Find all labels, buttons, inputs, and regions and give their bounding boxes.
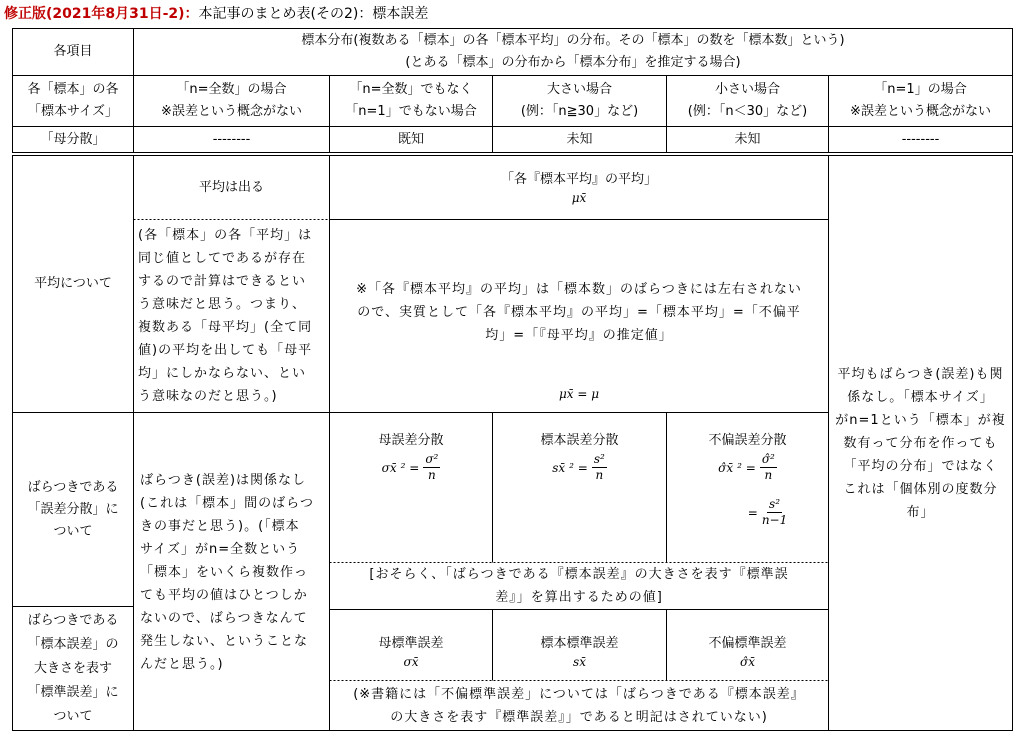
sample-size-small: 小さい場合 (例：「n＜30」など)	[687, 82, 808, 119]
variance-note: ばらつき(誤差)は関係なし (これは「標本」間のばらつ きの事だと思う)。(「標本 サイズ」がn=全数という 「標本」をいくら複数作っ ても平均の値はひとつしか ないので、ばらつきなんて 発生しない、ということな んだと思う。)	[140, 472, 314, 672]
mean-average-out: 平均は出る	[198, 179, 264, 195]
unbiased-error-variance: 不偏誤差分散 σ̂x̄ ² = $\frac{\text{σ̂²}}{n}$ = $\frac{\text{s²}}{n-1}$	[708, 433, 788, 527]
header-distribution: 標本分布(複数ある「標本」の各「標本平均」の分布。その「標本」の数を「標本数」という) (とある「標本」の分布から「標本分布」を推定する場合)	[301, 33, 845, 70]
sample-error-variance: 標本誤差分散 sx̄ ² = $\frac{\text{s²}}{n}$	[540, 433, 619, 482]
sample-size-neither: 「n=全数」でもなく 「n=1」でもない場合	[345, 82, 477, 119]
pop-variance-neither: 既知	[397, 131, 424, 147]
header-item-label: 各項目	[53, 44, 93, 59]
pop-variance-small: 未知	[734, 131, 761, 147]
unbiased-error-variance-formula: σ̂x̄ ² = $\frac{\text{σ̂²}}{n}$	[718, 452, 775, 482]
mean-of-means-header: 「各『標本平均』の平均」 μx̄	[500, 171, 657, 205]
pop-variance-one: --------	[901, 131, 940, 147]
sample-size-one: 「n=1」の場合 ※誤差という概念がない	[850, 82, 991, 119]
sample-size-label: 各「標本」の各 「標本サイズ」	[27, 82, 119, 119]
unbiased-std-error: 不偏標準誤差 σ̂x̄	[708, 636, 787, 669]
variance-row-label: ばらつきである 「誤差分散」に ついて	[27, 479, 119, 539]
mean-explanation: ※「各『標本平均』の平均」は「標本数」のばらつきには左右されない ので、実質として「各『標本平均』の平均」=「標本平均」=「不偏平 均」=「『母平均』の推定値」	[356, 281, 802, 343]
std-error-footnote: (※書籍には「不偏標準誤差」については「ばらつきである『標本誤差』 の大きさを表す『標準誤差』」であると明記はされていない)	[353, 686, 805, 725]
sample-std-error: 標本標準誤差 sx̄	[540, 636, 619, 669]
mean-row-label: 平均について	[34, 276, 112, 291]
variance-guess: [おそらく、「ばらつきである『標本誤差』の大きさを表す『標準誤 差』」を算出するための値]	[369, 567, 789, 605]
pop-std-error: 母標準誤差 σx̄	[378, 636, 444, 669]
pop-variance-full: --------	[212, 131, 251, 147]
unbiased-error-variance-formula-2: = $\frac{\text{s²}}{n-1}$	[747, 497, 788, 527]
pop-error-variance: 母誤差分散 σx̄ ² = $\frac{\text{σ²}}{n}$	[378, 433, 444, 482]
title-revision: 修正版(2021年8月31日-2)：	[4, 6, 199, 22]
right-note: 平均もばらつき(誤差)も関 係なし。「標本サイズ」 がn=1という「標本」が複 数有って分布を作っても 「平均の分布」ではなく これは「個体別の度数分 布」	[835, 366, 1006, 520]
std-error-row-label: ばらつきである 「標本誤差」の 大きさを表す 「標準誤差」に ついて	[27, 613, 119, 724]
mean-equation: μx̄ = μ	[558, 387, 600, 401]
pop-variance-large: 未知	[566, 131, 593, 147]
mean-note: (各「標本」の各「平均」は 同じ値としてであるが存在 するので計算はできるとい う意味だと思う。つまり、 複数ある「母平均」(全て同 値)の平均を出しても「母平 均」にしかならない、とい う意味なのだと思う。)	[138, 228, 313, 404]
title-text: 本記事のまとめ表(その2)：標本誤差	[198, 6, 429, 22]
mean-of-means-symbol: μx̄	[571, 190, 587, 205]
pop-variance-label: 「母分散」	[40, 131, 106, 147]
pop-error-variance-formula: σx̄ ² = $\frac{\text{σ²}}{n}$	[381, 452, 439, 482]
sample-size-full: 「n=全数」の場合 ※誤差という概念がない	[161, 82, 302, 119]
sample-error-variance-formula: sx̄ ² = $\frac{\text{s²}}{n}$	[552, 452, 605, 482]
sample-size-large: 大さい場合 (例：「n≧30」など)	[520, 82, 639, 119]
